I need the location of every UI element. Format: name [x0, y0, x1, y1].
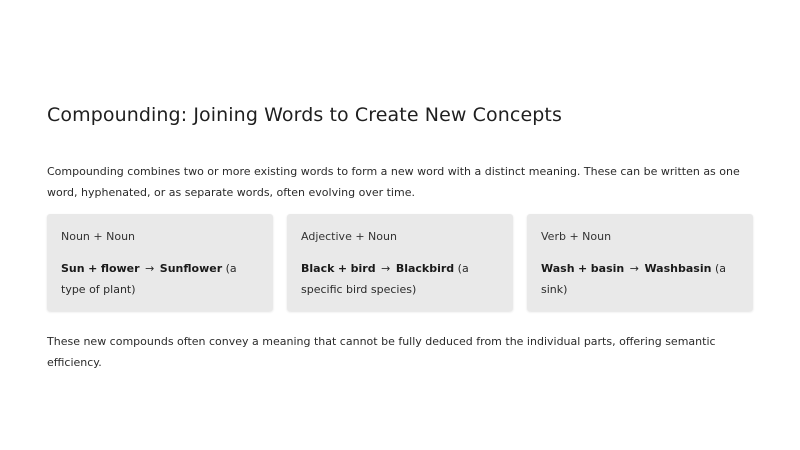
compound-example	[61, 258, 259, 300]
compound-card-verb-noun	[527, 214, 753, 311]
compound-gloss: (a type of plant)	[61, 262, 237, 296]
closing-paragraph: These new compounds often convey a meaning that cannot be fully deduced from the individual parts, offering semantic efficiency.	[47, 335, 716, 369]
word-part-2: flower	[100, 262, 140, 275]
compound-example	[301, 258, 499, 300]
compound-result: Blackbird	[395, 262, 455, 275]
compound-result: Washbasin	[644, 262, 712, 275]
compound-type-label: Noun + Noun	[61, 230, 136, 243]
intro-paragraph: Compounding combines two or more existing words to form a new word with a distinct meaning. These can be written as one word, hyphenated, or as separate words, often evolving over time.	[47, 165, 740, 199]
word-part-2: basin	[590, 262, 625, 275]
arrow-icon: →	[145, 262, 155, 275]
word-part-1: Black	[301, 262, 335, 275]
page-title: Compounding: Joining Words to Create New Concepts	[47, 104, 562, 126]
compound-card-noun-noun	[47, 214, 273, 311]
arrow-icon: →	[381, 262, 391, 275]
plus-sign: +	[88, 262, 98, 275]
compound-gloss: (a sink)	[541, 262, 726, 296]
plus-sign: +	[337, 262, 348, 275]
compound-type-label: Adjective + Noun	[301, 230, 397, 243]
word-part-1: Wash	[541, 262, 575, 275]
plus-sign: +	[578, 262, 588, 275]
word-part-1: Sun	[61, 262, 85, 275]
compound-types-cards	[47, 214, 753, 311]
compound-gloss: (a specific bird species)	[301, 262, 469, 296]
word-part-2: bird	[350, 262, 376, 275]
arrow-icon: →	[629, 262, 639, 275]
compound-result: Sunflower	[159, 262, 223, 275]
compound-card-adjective-noun	[287, 214, 513, 311]
compound-example	[541, 258, 739, 300]
compound-type-label: Verb + Noun	[541, 230, 612, 243]
